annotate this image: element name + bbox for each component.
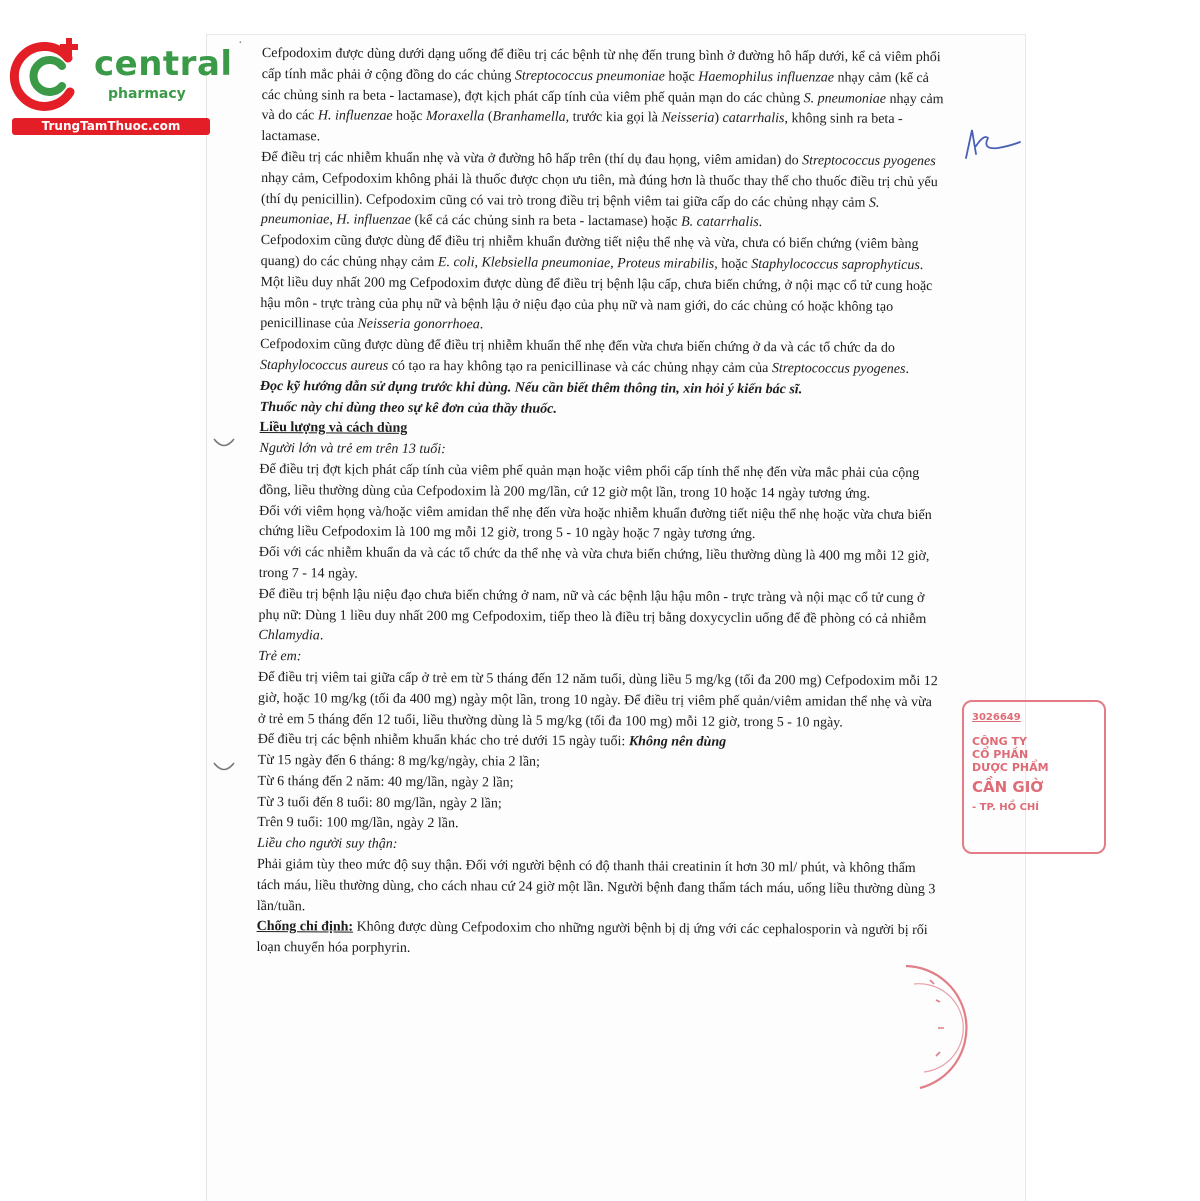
punch-hole-icon [212, 436, 236, 452]
adult-dose-gonorrhea: Để điều trị bệnh lậu niệu đạo chưa biến chứng ở nam, nữ và các bệnh lậu hậu môn - trực tràng và nội mạc cổ tử cung ở phụ nữ: Dùng 1 liều duy nhất 200 mg Cefpodoxim, tiếp theo là điều trị bằng doxycyclin uống để đề phòng có cả nhiễm Chlamydia. [258, 586, 927, 644]
age-dose-line: Từ 6 tháng đến 2 năm: 40 mg/lần, ngày 2 lần; [257, 773, 514, 791]
child-dose-otitis: Để điều trị viêm tai giữa cấp ở trẻ em từ 5 tháng đến 12 năm tuổi, dùng liều 5 mg/kg (tối đa 200 mg) Cefpodoxim mỗi 12 giờ, hoặc 10 mg/kg (tối đa 400 mg) ngày một lần, trong 10 ngày. Để điều trị viêm phế quản/viêm amidan thể nhẹ và vừa ở trẻ em 5 tháng đến 12 tuổi, liều thường dùng là 5 mg/kg (tối đa 100 mg) mỗi 12 giờ, trong 5 - 10 ngày. [257, 669, 938, 731]
age-dose-line: Trên 9 tuổi: 100 mg/lần, ngày 2 lần. [257, 815, 459, 832]
brand-subtitle: pharmacy [108, 86, 186, 102]
pharmacy-cross-icon [8, 36, 88, 116]
indication-skin: Cefpodoxim cũng được dùng để điều trị nhiễm khuẩn thể nhẹ đến vừa chưa biến chứng ở da và các tổ chức da do Staphylococcus aureus có tạo ra hay không tạo ra penicillinase và các chủng nhạy cảm của Streptococcus pyogenes. [259, 337, 910, 377]
brand-website: TrungTamThuoc.com [12, 118, 210, 135]
adult-dose-pharyngitis: Đối với viêm họng và/hoặc viêm amidan thể nhẹ đến vừa hoặc nhiễm khuẩn đường tiết niệu thể nhẹ hoặc vừa chưa biến chứng liều Cefpodoxim là 100 mg mỗi 12 giờ, trong 5 - 10 ngày hoặc 7 ngày tương ứng. [258, 503, 932, 543]
warning-prescription-only: Thuốc này chỉ dùng theo sự kê đơn của thầy thuốc. [259, 399, 557, 417]
scan-mark: · [238, 36, 243, 51]
punch-hole-icon [212, 760, 236, 776]
adult-heading: Người lớn và trẻ em trên 13 tuổi: [259, 441, 446, 458]
company-stamp: 3026649 CÔNG TY CỔ PHẦN DƯỢC PHẨM CẦN GIỜ - TP. HỒ CHÍ [962, 700, 1024, 850]
age-dose-line: Từ 15 ngày đến 6 tháng: 8 mg/kg/ngày, chia 2 lần; [257, 753, 541, 770]
indication-urinary: Cefpodoxim cũng được dùng để điều trị nhiễm khuẩn đường tiết niệu thể nhẹ và vừa, chưa có biến chứng (viêm bàng quang) do các chủng nhạy cảm E. coli, Klebsiella pneumoniae, Proteus mirabilis, hoặc Staphylococcus saprophyticus. [260, 233, 924, 274]
renal-heading: Liều cho người suy thận: [257, 836, 398, 853]
indication-lower-respiratory: Cefpodoxim được dùng dưới dạng uống để điều trị các bệnh từ nhẹ đến trung bình ở đường hô hấp dưới, kể cả viêm phổi cấp tính mắc phải ở cộng đồng do các chủng Streptococcus pneumoniae hoặc Haemophilus influenzae nhạy cảm (kể cả các chủng sinh ra beta - lactamase), đợt kịch phát cấp tính của viêm phế quản mạn do các chủng S. pneumoniae nhạy cảm và do các H. influenzae hoặc Moraxella (Branhamella, trước kia gọi là Neisseria) catarrhalis, không sinh ra beta - lactamase. [261, 45, 944, 145]
round-seal-icon [900, 960, 966, 1100]
age-dose-line: Từ 3 tuổi đến 8 tuổi: 80 mg/lần, ngày 2 lần; [257, 794, 502, 812]
document-body [256, 44, 944, 963]
child-dose-newborn: Để điều trị các bệnh nhiễm khuẩn khác cho trẻ dưới 15 ngày tuổi: Không nên dùng [257, 732, 727, 751]
indication-gonorrhea: Một liều duy nhất 200 mg Cefpodoxim được dùng để điều trị bệnh lậu cấp, chưa biến chứng, ở nội mạc cổ tử cung hoặc hậu môn - trực tràng của phụ nữ và bệnh lậu ở niệu đạo của phụ nữ và nam giới, do các chủng có hoặc không tạo penicillinase của Neisseria gonorrhoea. [260, 274, 933, 333]
contraindication: Chống chỉ định: Không được dùng Cefpodoxim cho những người bệnh bị dị ứng với các cephalosporin và người bị rối loạn chuyển hóa porphyrin. [256, 919, 928, 957]
contraindication-label: Chống chỉ định: [256, 919, 354, 936]
renal-dose-text: Phải giảm tùy theo mức độ suy thận. Đối với người bệnh có độ thanh thải creatinin ít hơn 30 ml/ phút, và không thẩm tách máu, liều thường dùng, cho cách nhau cứ 24 giờ một lần. Người bệnh đang thẩm tách máu, uống liều thường dùng 3 lần/tuần. [256, 857, 936, 914]
warning-read-instructions: Đọc kỹ hướng dẫn sử dụng trước khi dùng. Nếu cần biết thêm thông tin, xin hỏi ý kiến bác sĩ. [259, 378, 803, 398]
signature-icon [958, 120, 1024, 164]
dosage-heading: Liều lượng và cách dùng [259, 420, 408, 437]
brand-name: central [94, 44, 233, 84]
child-heading: Trẻ em: [258, 649, 302, 665]
central-pharmacy-logo [8, 36, 233, 136]
adult-dose-bronchitis: Để điều trị đợt kịch phát cấp tính của viêm phế quản mạn hoặc viêm phổi cấp tính thể nhẹ đến vừa mắc phải của cộng đồng, liều thường dùng của Cefpodoxim là 200 mg/lần, cứ 12 giờ một lần, trong 10 hoặc 14 ngày tương ứng. [259, 461, 920, 502]
adult-dose-skin: Đối với các nhiễm khuẩn da và các tổ chức da thể nhẹ và vừa chưa biến chứng, liều thường dùng là 400 mg mỗi 12 giờ, trong 7 - 14 ngày. [258, 545, 930, 582]
indication-upper-respiratory: Để điều trị các nhiễm khuẩn nhẹ và vừa ở đường hô hấp trên (thí dụ đau họng, viêm amidan) do Streptococcus pyogenes nhạy cảm, Cefpodoxim không phải là thuốc được chọn ưu tiên, mà đúng hơn là thuốc thay thế cho thuốc điều trị chủ yếu (thí dụ penicillin). Cefpodoxim cũng có vai trò trong điều trị bệnh viêm tai giữa cấp do các chủng nhạy cảm S. pneumoniae, H. influenzae (kể cả các chủng sinh ra beta - lactamase) hoặc B. catarrhalis. [260, 149, 938, 231]
